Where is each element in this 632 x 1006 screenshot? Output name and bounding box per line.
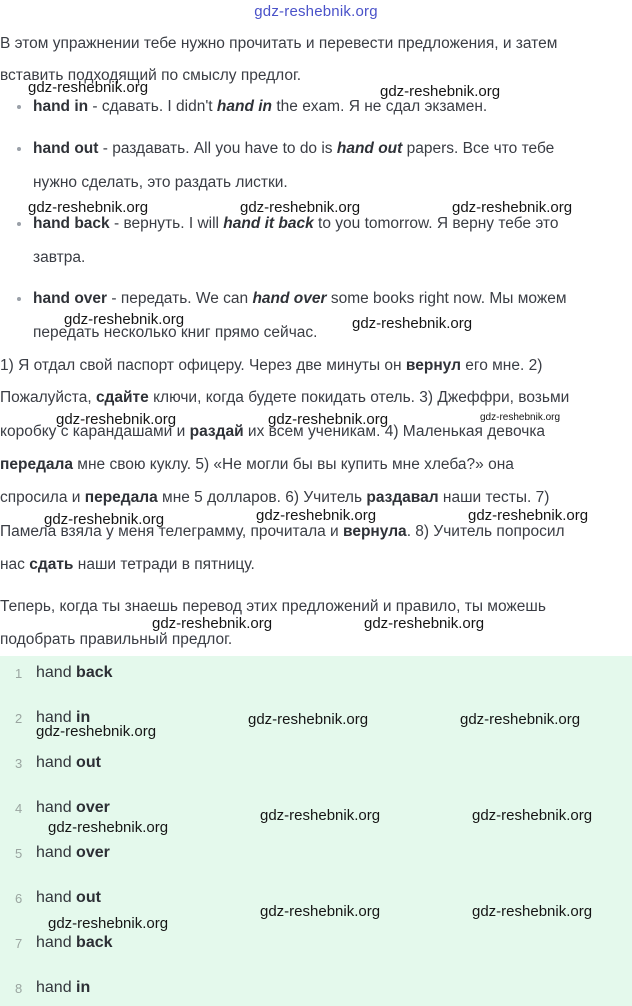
answer-text <box>36 754 101 772</box>
answer-number: 8 <box>15 981 23 996</box>
bullet-hand-out <box>33 132 618 199</box>
highlight: раздай <box>189 423 244 440</box>
text: papers. Все что тебе <box>402 140 555 157</box>
answer-text <box>36 844 110 862</box>
example-verb: hand in <box>216 98 273 115</box>
answer-row <box>0 754 632 778</box>
watermark: gdz-reshebnik.org <box>380 83 501 100</box>
answer-number: 5 <box>15 846 23 861</box>
particle: over <box>76 799 110 816</box>
answer-row <box>0 979 632 1003</box>
example-verb: hand it back <box>223 215 314 232</box>
watermark: gdz-reshebnik.org <box>44 511 165 528</box>
text: его мне. 2) <box>460 357 543 374</box>
answer-text <box>36 934 113 952</box>
answer-row <box>0 844 632 868</box>
watermark: gdz-reshebnik.org <box>480 412 561 423</box>
watermark: gdz-reshebnik.org <box>452 199 573 216</box>
watermark: gdz-reshebnik.org <box>472 807 593 824</box>
watermark: gdz-reshebnik.org <box>364 615 485 632</box>
watermark: gdz-reshebnik.org <box>36 723 157 740</box>
watermark: gdz-reshebnik.org <box>152 615 273 632</box>
text: - сдавать. I didn't <box>88 98 217 115</box>
highlight: вернул <box>405 357 461 374</box>
intro-line-2: вставить подходящий по смыслу предлог. <box>0 67 302 84</box>
answer-number: 1 <box>15 666 23 681</box>
example-verb: hand over <box>252 290 327 307</box>
text: завтра. <box>33 248 86 266</box>
particle: in <box>76 709 91 726</box>
text: спросила и <box>0 489 85 506</box>
answer-number: 7 <box>15 936 23 951</box>
highlight: передала <box>0 456 73 473</box>
translation-line <box>0 381 630 415</box>
watermark: gdz-reshebnik.org <box>64 311 185 328</box>
text: нужно сделать, это раздать листки. <box>33 173 288 191</box>
watermark: gdz-reshebnik.org <box>240 199 361 216</box>
intro-line-1: В этом упражнении тебе нужно прочитать и перевести предложения, и затем <box>0 35 558 52</box>
translation-line <box>0 349 630 383</box>
example-verb: hand out <box>336 140 403 157</box>
answer-number: 2 <box>15 711 23 726</box>
verb: hand <box>36 889 72 906</box>
term: hand out <box>33 140 99 157</box>
highlight: передала <box>84 489 158 506</box>
text: передать несколько книг прямо сейчас. <box>33 323 318 341</box>
watermark: gdz-reshebnik.org <box>28 79 149 96</box>
text: мне 5 долларов. 6) Учитель <box>157 489 367 506</box>
text: Памела взяла у меня телеграмму, прочитала и <box>0 523 344 540</box>
watermark: gdz-reshebnik.org <box>472 903 593 920</box>
verb: hand <box>36 709 72 726</box>
text: - раздавать. All you have to do is <box>98 140 337 157</box>
watermark: gdz-reshebnik.org <box>248 711 369 728</box>
highlight: раздавал <box>366 489 439 506</box>
term: hand back <box>33 215 110 232</box>
watermark: gdz-reshebnik.org <box>352 315 473 332</box>
watermark: gdz-reshebnik.org <box>48 915 169 932</box>
watermark: gdz-reshebnik.org <box>260 903 381 920</box>
answer-text <box>36 979 90 997</box>
text: нас <box>0 556 30 573</box>
site-title[interactable]: gdz-reshebnik.org <box>254 3 378 20</box>
verb: hand <box>36 799 72 816</box>
verb: hand <box>36 844 72 861</box>
term: hand over <box>33 290 108 307</box>
particle: back <box>76 664 113 681</box>
text: наши тетради в пятницу. <box>73 556 255 573</box>
answer-text <box>36 664 113 682</box>
particle: in <box>76 979 91 996</box>
term: hand in <box>33 98 89 115</box>
particle: back <box>76 934 113 951</box>
text: - передать. We can <box>107 290 253 307</box>
answer-text <box>36 799 110 817</box>
text: мне свою куклу. 5) «Не могли бы вы купить мне хлеба?» она <box>73 456 514 473</box>
text: их всем ученикам. 4) Маленькая девочка <box>243 423 546 440</box>
particle: out <box>76 754 101 771</box>
verb: hand <box>36 979 72 996</box>
answer-number: 6 <box>15 891 23 906</box>
text: some books right now. Мы можем <box>326 290 567 307</box>
watermark: gdz-reshebnik.org <box>28 199 149 216</box>
text: - вернуть. I will <box>109 215 224 232</box>
highlight: сдать <box>29 556 74 573</box>
text: коробку с карандашами и <box>0 423 190 440</box>
answer-number: 3 <box>15 756 23 771</box>
bullet-hand-back <box>33 207 618 274</box>
text: 1) Я отдал свой паспорт офицеру. Через две минуты он <box>0 357 406 374</box>
answer-text <box>36 889 101 907</box>
text: to you tomorrow. Я верну тебе это <box>313 215 559 232</box>
text: ключи, когда будете покидать отель. 3) Джеффри, возьми <box>148 389 570 406</box>
highlight: вернула <box>343 523 407 540</box>
particle: over <box>76 844 110 861</box>
outro-line-2: подобрать правильный предлог. <box>0 631 233 648</box>
watermark: gdz-reshebnik.org <box>48 819 169 836</box>
text: Пожалуйста, <box>0 389 96 406</box>
watermark: gdz-reshebnik.org <box>268 411 389 428</box>
watermark: gdz-reshebnik.org <box>56 411 177 428</box>
watermark: gdz-reshebnik.org <box>460 711 581 728</box>
answer-row <box>0 664 632 688</box>
text: наши тесты. 7) <box>438 489 550 506</box>
translation-line <box>0 548 630 582</box>
outro-line-1: Теперь, когда ты знаешь перевод этих предложений и правило, ты можешь <box>0 598 546 615</box>
answer-number: 4 <box>15 801 23 816</box>
verb: hand <box>36 664 72 681</box>
watermark: gdz-reshebnik.org <box>260 807 381 824</box>
watermark: gdz-reshebnik.org <box>468 507 589 524</box>
particle: out <box>76 889 101 906</box>
answer-row <box>0 934 632 958</box>
text: the exam. Я не сдал экзамен. <box>272 98 488 115</box>
watermark: gdz-reshebnik.org <box>256 507 377 524</box>
verb: hand <box>36 754 72 771</box>
highlight: сдайте <box>95 389 149 406</box>
verb: hand <box>36 934 72 951</box>
translation-line <box>0 448 630 482</box>
text: . 8) Учитель попросил <box>406 523 565 540</box>
